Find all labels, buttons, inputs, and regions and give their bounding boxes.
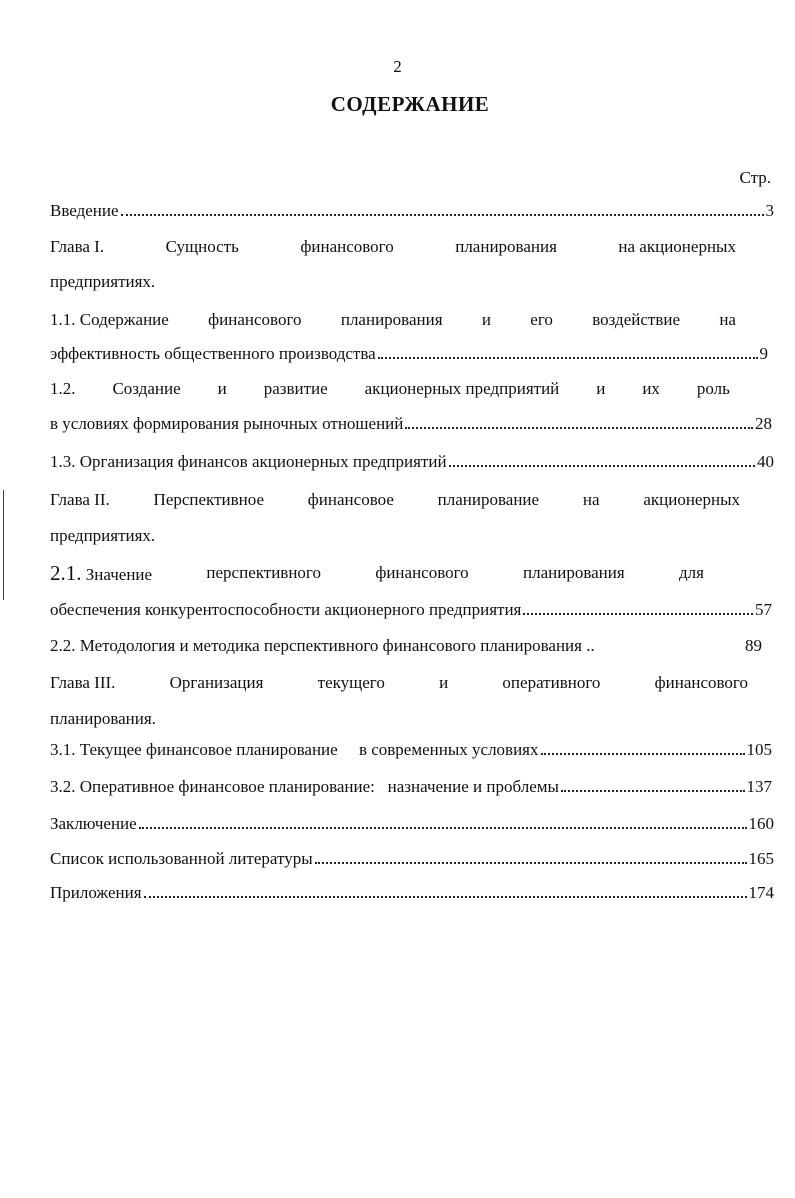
toc-page-number: 9 bbox=[759, 344, 768, 363]
toc-word: финансовое bbox=[307, 490, 394, 509]
toc-word: финансового bbox=[300, 237, 394, 256]
scan-artifact bbox=[3, 490, 4, 600]
toc-word: Глава I. bbox=[50, 237, 105, 256]
toc-word: и bbox=[481, 310, 491, 329]
toc-word: 1.1. Содержание bbox=[50, 310, 169, 329]
toc-page-number: 165 bbox=[748, 849, 774, 868]
toc-word: и bbox=[439, 673, 449, 692]
toc-word: Перспективное bbox=[153, 490, 264, 509]
toc-entry-text: Приложения bbox=[50, 883, 142, 902]
toc-word: роль bbox=[696, 379, 730, 398]
page-number: 2 bbox=[393, 57, 402, 76]
toc-word: на bbox=[582, 490, 600, 509]
toc-word: Глава II. bbox=[50, 490, 110, 509]
toc-references[interactable] bbox=[50, 848, 774, 870]
toc-word: Организация bbox=[169, 673, 264, 692]
toc-entry-text: обеспечения конкурентоспособности акционерного предприятия bbox=[50, 600, 522, 619]
toc-word: финансового bbox=[208, 310, 302, 329]
toc-chapter-3-line2: планирования. bbox=[50, 709, 156, 728]
toc-word: планирования bbox=[340, 310, 443, 329]
toc-word: акционерных предприятий bbox=[364, 379, 560, 398]
dot-leader bbox=[378, 357, 758, 359]
toc-section-1-1-line1[interactable] bbox=[50, 309, 736, 331]
toc-section-3-2[interactable] bbox=[50, 776, 772, 798]
dot-leader bbox=[405, 427, 753, 429]
page-column-label: Стр. bbox=[739, 168, 771, 187]
dot-leader bbox=[541, 753, 745, 755]
toc-word: перспективного bbox=[206, 563, 321, 582]
toc-section-3-1[interactable] bbox=[50, 739, 772, 761]
toc-word bbox=[50, 562, 152, 586]
toc-word: воздействие bbox=[592, 310, 680, 329]
dot-leader bbox=[121, 214, 764, 216]
dot-leader bbox=[523, 613, 753, 615]
toc-word: финансового bbox=[654, 673, 748, 692]
toc-entry-text: 2.2. Методология и методика перспективного финансового планирования .. bbox=[50, 636, 595, 655]
toc-section-2-1-line2[interactable] bbox=[50, 599, 772, 621]
toc-word: Создание bbox=[112, 379, 181, 398]
toc-chapter-2-line2: предприятиях. bbox=[50, 526, 156, 545]
dot-leader bbox=[139, 827, 747, 829]
toc-entry-text: Список использованной литературы bbox=[50, 849, 313, 868]
toc-appendix[interactable] bbox=[50, 882, 774, 904]
page-title: СОДЕРЖАНИЕ bbox=[330, 92, 490, 116]
toc-section-1-2-line1[interactable] bbox=[50, 378, 730, 400]
toc-entry-text: Введение bbox=[50, 201, 119, 220]
toc-word: их bbox=[642, 379, 660, 398]
toc-conclusion[interactable] bbox=[50, 813, 774, 835]
toc-chapter-1-line2: предприятиях. bbox=[50, 272, 156, 291]
dot-leader bbox=[315, 862, 747, 864]
toc-page-number: 160 bbox=[748, 814, 774, 833]
toc-chapter-2-line1[interactable] bbox=[50, 489, 740, 511]
toc-section-2-1-line1[interactable] bbox=[50, 562, 704, 586]
toc-entry-intro[interactable] bbox=[50, 200, 774, 222]
toc-word: текущего bbox=[317, 673, 385, 692]
toc-word: планирование bbox=[437, 490, 540, 509]
toc-word: на акционерных bbox=[618, 237, 736, 256]
toc-word: и bbox=[217, 379, 227, 398]
toc-word: и bbox=[596, 379, 606, 398]
toc-word: 1.2. bbox=[50, 379, 76, 398]
dot-leader bbox=[449, 465, 755, 467]
toc-word: планирования bbox=[523, 563, 625, 582]
toc-page-number: 40 bbox=[757, 452, 774, 471]
toc-word: на bbox=[719, 310, 736, 329]
dot-leader bbox=[144, 896, 747, 898]
toc-section-1-2-line2[interactable] bbox=[50, 413, 772, 435]
toc-word: развитие bbox=[263, 379, 328, 398]
toc-section-2-2[interactable] bbox=[50, 635, 762, 657]
toc-entry-text: 1.3. Организация финансов акционерных предприятий bbox=[50, 452, 447, 471]
toc-page-number: 137 bbox=[746, 777, 772, 796]
toc-word: финансового bbox=[375, 563, 469, 582]
toc-entry-text: в условиях формирования рыночных отношений bbox=[50, 414, 404, 433]
dot-leader bbox=[561, 790, 745, 792]
toc-page-number: 28 bbox=[755, 414, 772, 433]
toc-section-1-1-line2[interactable] bbox=[50, 343, 768, 365]
toc-word: Значение bbox=[85, 565, 153, 584]
toc-entry-text: 3.2. Оперативное финансовое планирование: назначение и проблемы bbox=[50, 777, 559, 796]
toc-entry-text: Заключение bbox=[50, 814, 137, 833]
toc-section-1-3[interactable] bbox=[50, 451, 774, 473]
toc-word: для bbox=[679, 563, 704, 582]
toc-section-number: 2.1. bbox=[50, 561, 82, 585]
toc-word: Глава III. bbox=[50, 673, 116, 692]
toc-page-number: 57 bbox=[755, 600, 772, 619]
toc-page-number: 174 bbox=[748, 883, 774, 902]
toc-chapter-3-line1[interactable] bbox=[50, 672, 748, 694]
toc-chapter-1-line1[interactable] bbox=[50, 236, 736, 258]
toc-entry-text: 3.1. Текущее финансовое планирование в современных условиях bbox=[50, 740, 539, 759]
toc-page-number: 3 bbox=[765, 201, 774, 220]
toc-word: его bbox=[530, 310, 553, 329]
toc-word: Сущность bbox=[165, 237, 239, 256]
toc-word: планирования bbox=[455, 237, 557, 256]
toc-page-number: 105 bbox=[746, 740, 772, 759]
toc-word: акционерных bbox=[643, 490, 740, 509]
toc-page-number: 89 bbox=[745, 636, 762, 655]
toc-word: оперативного bbox=[502, 673, 601, 692]
toc-entry-text: эффективность общественного производства bbox=[50, 344, 376, 363]
